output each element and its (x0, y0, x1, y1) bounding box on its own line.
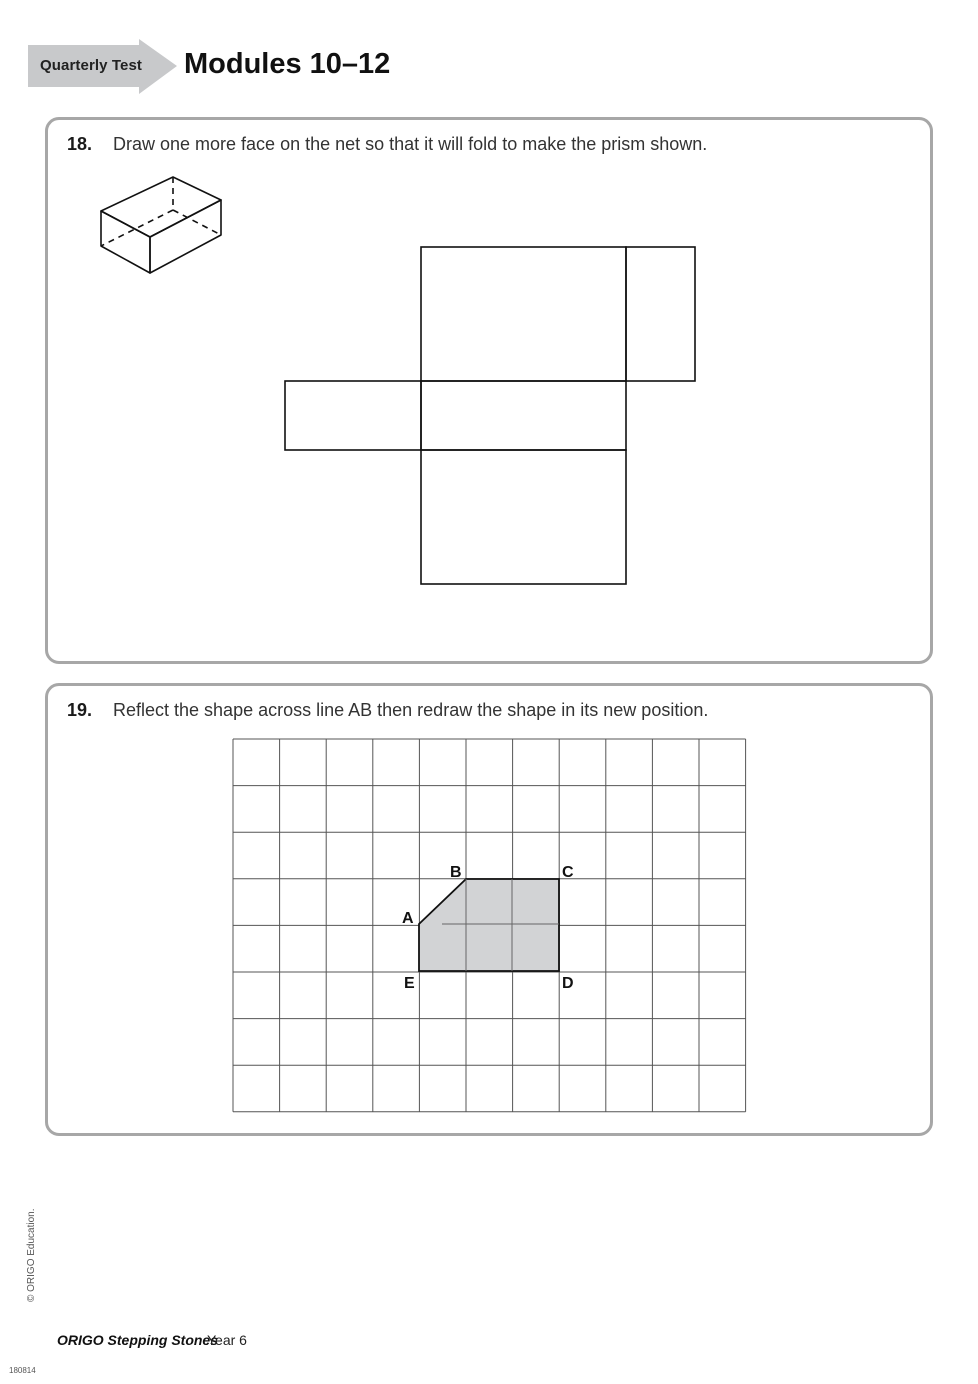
prism-hidden-edge-left (101, 210, 173, 246)
question-19-box (45, 683, 933, 1136)
question-18-box (45, 117, 933, 664)
prism-net (285, 247, 695, 584)
shape-abcde (419, 879, 559, 971)
section-tag (28, 39, 178, 94)
net-face-bottom-large (421, 450, 626, 584)
net-face-left-strip (285, 381, 421, 450)
copyright-notice: © ORIGO Education. (26, 1208, 37, 1302)
prism-illustration (101, 177, 221, 273)
point-label-a: A (402, 910, 414, 927)
question-19-text: Reflect the shape across line AB then redraw the shape in its new position. (113, 700, 709, 720)
point-label-d: D (562, 975, 574, 992)
question-18-figures (48, 120, 930, 661)
prism-top-face (101, 177, 221, 237)
net-face-top-large (421, 247, 626, 381)
net-face-right-small (626, 247, 695, 381)
prism-hidden-edge-right (173, 210, 221, 235)
point-label-c: C (562, 864, 574, 881)
point-label-b: B (450, 864, 462, 881)
question-19-number: 19. (67, 700, 93, 720)
brand-name: ORIGO Stepping Stones (57, 1332, 219, 1348)
page-title: Modules 10–12 (184, 48, 391, 80)
prism-side-face (150, 200, 221, 273)
section-tag-label: Quarterly Test (40, 57, 142, 74)
net-face-middle-strip (421, 381, 626, 450)
point-label-e: E (404, 975, 415, 992)
year-level: Year 6 (207, 1332, 247, 1348)
question-18-text: Draw one more face on the net so that it will fold to make the prism shown. (113, 134, 708, 154)
prism-front-face (101, 211, 150, 273)
question-19-figure (48, 686, 930, 1133)
document-code: 180814 (9, 1366, 36, 1375)
question-18-number: 18. (67, 134, 93, 154)
